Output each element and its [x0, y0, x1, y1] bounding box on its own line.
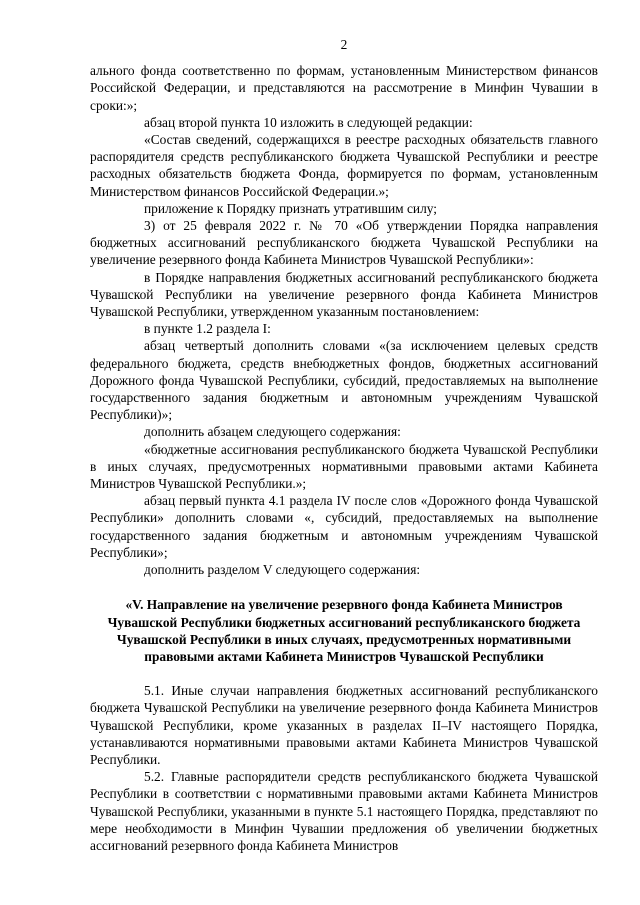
- paragraph: абзац второй пункта 10 изложить в следующей редакции:: [144, 114, 473, 130]
- paragraph: 3) от 25 февраля 2022 г. № 70 «Об утверждении Порядка направления бюджетных ассигнований республиканского бюджета Чувашской Республики на увеличение резервного фонда Кабинета Министров Чувашской Республики»:: [90, 218, 598, 268]
- paragraph: приложение к Порядку признать утратившим силу;: [144, 200, 438, 216]
- paragraph: в Порядке направления бюджетных ассигнований республиканского бюджета Чувашской Республики на увеличение резервного фонда Кабинета Министров Чувашской Республики, утвержденном указанным постановлением:: [90, 269, 598, 320]
- paragraph: «Состав сведений, содержащихся в реестре расходных обязательств главного распорядителя средств республиканского бюджета Чувашской Республики и реестре расходных обязательств бюджета Фонда, формируется по формам, установленным Министерством финансов Российской Федерации.»;: [90, 132, 598, 199]
- section-heading: «V. Направление на увеличение резервного фонда Кабинета Министров Чувашской Республики бюджетных ассигнований республиканского бюджета Чувашской Республики в иных случаях, предусмотренных нормативными правовыми актами Кабинета Министров Чувашской Республики: [107, 597, 581, 664]
- paragraph: абзац четвертый дополнить словами «(за исключением целевых средств федерального бюджета, средств внебюджетных фондов, бюджетных ассигнований Дорожного фонда Чувашской Республики, субсидий, предоставляемых на выполнение государственного задания бюджетным и автономным учреждениям Чувашской Республики)»;: [90, 338, 598, 423]
- section-paragraph: 5.1. Иные случаи направления бюджетных ассигнований республиканского бюджета Чувашской Республики на увеличение резервного фонда Кабинета Министров Чувашской Республики, кроме указанных в разделах II–IV настоящего Порядка, устанавливаются нормативными правовыми актами Кабинета Министров Чувашской Республики.: [90, 683, 598, 767]
- paragraph-continuation: ального фонда соответственно по формам, установленным Министерством финансов Российской Федерации, и представляются на рассмотрение в Минфин Чувашии в сроки:»;: [90, 63, 598, 113]
- section-paragraph: 5.2. Главные распорядители средств республиканского бюджета Чувашской Республики в соответствии с нормативными правовыми актами Кабинета Министров Чувашской Республики, указанными в пункте 5.1 настоящего Порядка, представляют по мере необходимости в Минфин Чувашии предложения об увеличении бюджетных ассигнований резервного фонда Кабинета Министров: [90, 769, 598, 853]
- page-number: 2: [340, 37, 348, 52]
- paragraph: в пункте 1.2 раздела I:: [144, 321, 271, 337]
- paragraph: «бюджетные ассигнования республиканского бюджета Чувашской Республики в иных случаях, предусмотренных нормативными правовыми актами Кабинета Министров Чувашской Республики.»;: [90, 441, 598, 492]
- paragraph: абзац первый пункта 4.1 раздела IV после слов «Дорожного фонда Чувашской Республики» дополнить словами «, субсидий, предоставляемых на выполнение государственного задания бюджетным и автономным учреждениям Чувашской Республики»;: [90, 493, 598, 560]
- paragraph: дополнить разделом V следующего содержания:: [144, 562, 421, 578]
- paragraph: дополнить абзацем следующего содержания:: [144, 424, 401, 440]
